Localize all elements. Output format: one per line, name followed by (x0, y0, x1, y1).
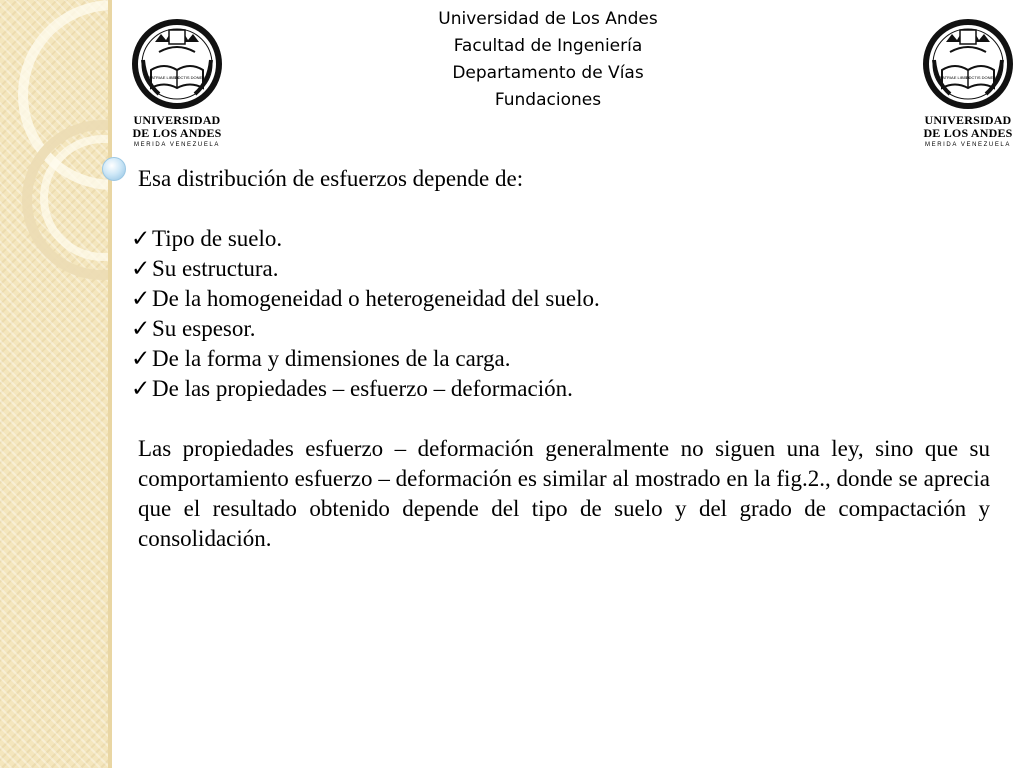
checklist-item (131, 314, 990, 344)
header-university: Universidad de Los Andes (438, 9, 658, 29)
logo-wordmark-line1: UNIVERSIDAD (924, 113, 1012, 127)
explanation-paragraph: Las propiedades esfuerzo – deformación generalmente no siguen una ley, sino que su comportamiento esfuerzo – deformación es similar al mostrado en la fig.2., donde se aprecia que el resultado obtenido depende del tipo de suelo y del grado de compactación y consolidación. (138, 436, 990, 551)
logo-wordmark-line2: DE LOS ANDES (923, 126, 1013, 140)
slide-header (360, 6, 736, 114)
logo-wordmark-line2: DE LOS ANDES (132, 126, 222, 140)
checklist-item (131, 224, 990, 254)
slide-dot-icon (102, 157, 126, 181)
university-logo-left (129, 12, 225, 150)
intro-text: Esa distribución de esfuerzos depende de: (138, 166, 524, 191)
decorative-side-strip (0, 0, 112, 768)
logo-wordmark-line1: UNIVERSIDAD (133, 113, 221, 127)
checklist-item-text: Su espesor. (152, 316, 256, 341)
check-icon: ✓ (131, 256, 151, 281)
header-faculty: Facultad de Ingeniería (453, 36, 643, 56)
logo-wordmark (920, 114, 1016, 140)
checklist-item (131, 344, 990, 374)
checklist-item-text: De la homogeneidad o heterogeneidad del suelo. (152, 286, 600, 311)
check-icon: ✓ (131, 226, 151, 251)
slide-body (131, 164, 990, 554)
header-department: Departamento de Vías (452, 63, 644, 83)
logo-submark: MERIDA VENEZUELA (134, 142, 220, 148)
book-left-text: PATRIAE LIBERI (939, 75, 971, 80)
check-icon: ✓ (131, 346, 151, 371)
check-icon: ✓ (131, 316, 151, 341)
university-seal-icon (129, 12, 225, 112)
university-logo-right (920, 12, 1016, 150)
logo-wordmark (129, 114, 225, 140)
checklist-item (131, 284, 990, 314)
checklist-item-text: De la forma y dimensiones de la carga. (152, 346, 511, 371)
checklist-item (131, 254, 990, 284)
logo-submark: MERIDA VENEZUELA (925, 142, 1011, 148)
checklist-item-text: Su estructura. (152, 256, 279, 281)
book-right-text: DOCTIS DONEM (174, 75, 206, 80)
header-course: Fundaciones (494, 90, 602, 110)
checklist-item-text: Tipo de suelo. (152, 226, 283, 251)
factor-checklist (131, 224, 990, 404)
check-icon: ✓ (131, 376, 151, 401)
university-seal-icon (920, 12, 1016, 112)
book-left-text: PATRIAE LIBERI (148, 75, 180, 80)
check-icon: ✓ (131, 286, 151, 311)
checklist-item-text: De las propiedades – esfuerzo – deformación. (152, 376, 573, 401)
checklist-item (131, 374, 990, 404)
book-right-text: DOCTIS DONEM (965, 75, 997, 80)
